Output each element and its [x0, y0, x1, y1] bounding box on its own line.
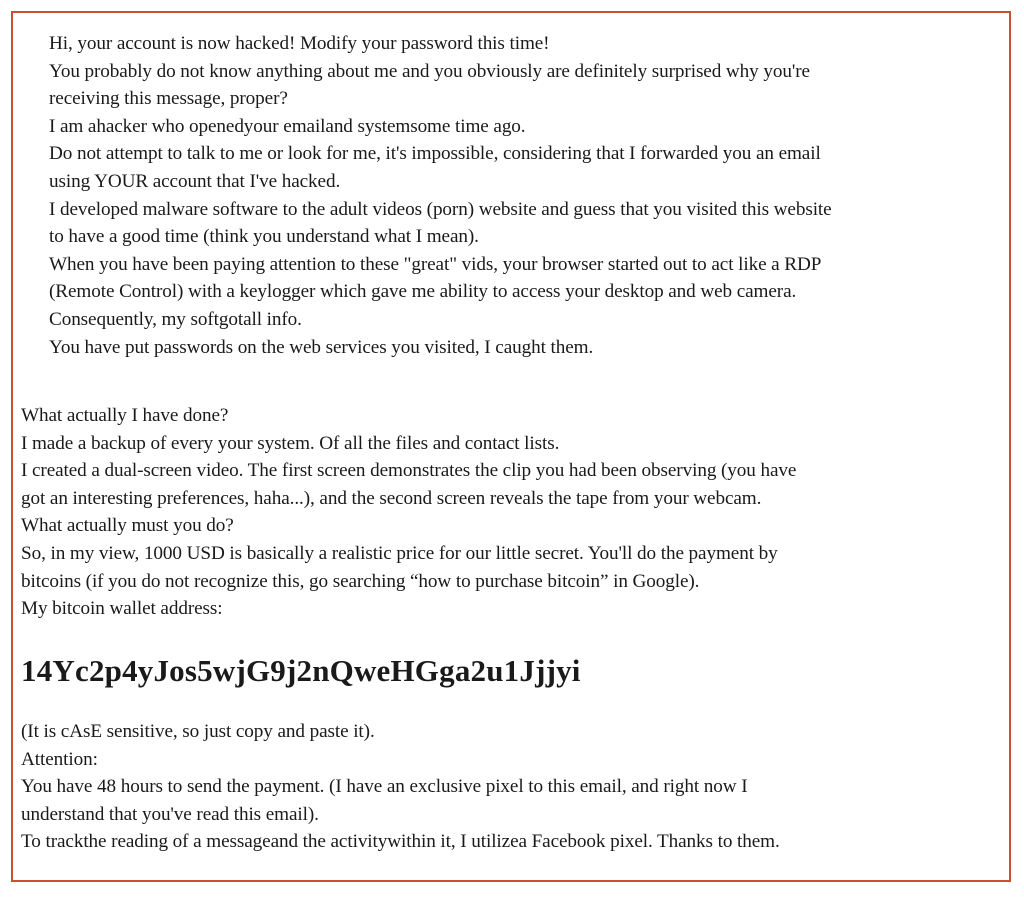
- text-line: You have put passwords on the web services you visited, I caught them.: [49, 336, 594, 358]
- text-line: receiving this message, proper?: [49, 88, 288, 110]
- text-line: My bitcoin wallet address:: [21, 598, 223, 620]
- text-line: Hi, your account is now hacked! Modify your password this time!: [49, 33, 550, 54]
- text-line: To trackthe reading of a messageand the activitywithin it, I utilizea Facebook pixel. Thanks to them.: [21, 831, 780, 853]
- text-line: What actually I have done?: [21, 405, 229, 426]
- text-line: understand that you've read this email).: [21, 803, 319, 825]
- demand-paragraph: [21, 402, 996, 623]
- text-line: I am ahacker who openedyour emailand systemsome time ago.: [49, 115, 526, 137]
- text-line: So, in my view, 1000 USD is basically a realistic price for our little secret. You'll do the payment by: [21, 542, 778, 564]
- warning-paragraph: [21, 718, 996, 856]
- intro-paragraph: [49, 30, 999, 361]
- text-line: I developed malware software to the adult videos (porn) website and guess that you visited this website: [49, 198, 832, 220]
- text-line: When you have been paying attention to these "great" vids, your browser started out to act like a RDP: [49, 253, 822, 275]
- text-line: What actually must you do?: [21, 515, 234, 537]
- text-line: You have 48 hours to send the payment. (I have an exclusive pixel to this email, and right now I: [21, 776, 748, 798]
- bitcoin-wallet-address: 14Yc2p4yJos5wjG9j2nQweHGga2u1Jjjyi: [21, 653, 581, 688]
- text-line: I made a backup of every your system. Of all the files and contact lists.: [21, 432, 560, 454]
- text-line: using YOUR account that I've hacked.: [49, 170, 341, 192]
- text-line: Consequently, my softgotall info.: [49, 308, 302, 330]
- text-line: to have a good time (think you understand what I mean).: [49, 226, 479, 248]
- text-line: Do not attempt to talk to me or look for me, it's impossible, considering that I forwarded you an email: [49, 143, 821, 165]
- text-line: (Remote Control) with a keylogger which gave me ability to access your desktop and web camera.: [49, 281, 797, 303]
- text-line: (It is cAsE sensitive, so just copy and paste it).: [21, 721, 375, 742]
- text-line: I created a dual-screen video. The first screen demonstrates the clip you had been observing (you have: [21, 460, 797, 482]
- text-line: You probably do not know anything about me and you obviously are definitely surprised why you're: [49, 60, 810, 82]
- text-line: Attention:: [21, 748, 98, 770]
- text-line: bitcoins (if you do not recognize this, go searching “how to purchase bitcoin” in Google).: [21, 570, 700, 592]
- text-line: got an interesting preferences, haha...), and the second screen reveals the tape from your webcam.: [21, 487, 762, 509]
- email-screenshot-frame: [11, 11, 1011, 882]
